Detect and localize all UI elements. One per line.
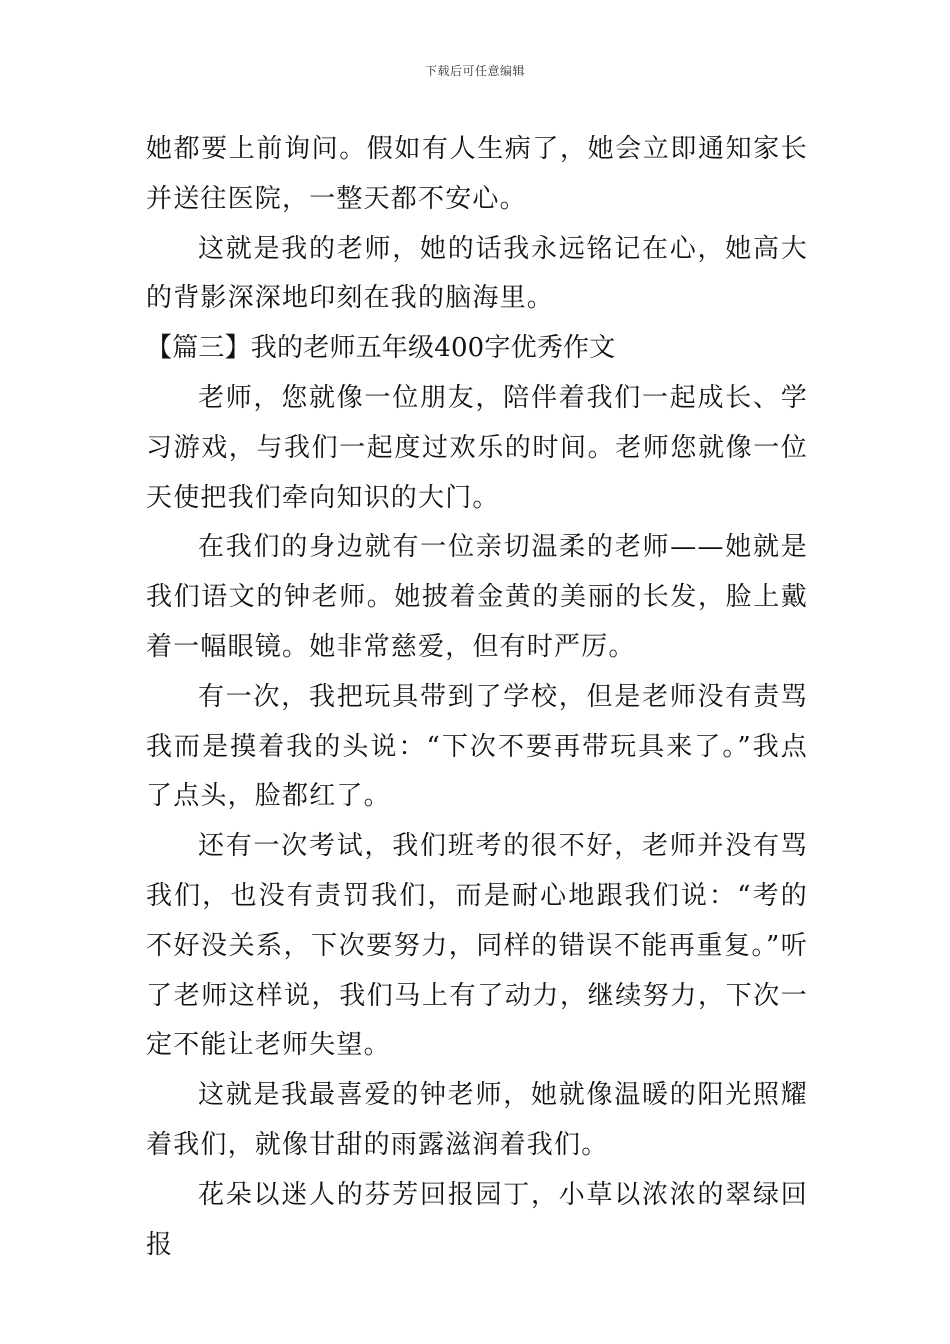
page-header: 下载后可任意编辑 [424,64,525,78]
document-body [146,125,808,1270]
paragraph-continued: 她都要上前询问。假如有人生病了，她会立即通知家长并送往医院，一整天都不安心。 [146,134,808,214]
paragraph: 这就是我最喜爱的钟老师，她就像温暖的阳光照耀着我们，就像甘甜的雨露滋润着我们。 [146,1080,808,1160]
paragraph-truncated: 花朵以迷人的芬芳回报园丁，小草以浓浓的翠绿回报 [146,1179,808,1260]
paragraph: 还有一次考试，我们班考的很不好，老师并没有骂我们，也没有责罚我们，而是耐心地跟我们说：“考的不好没关系，下次要努力，同样的错误不能再重复。”听了老师这样说，我们马上有了动力，继续努力，下次一定不能让老师失望。 [146,831,808,1061]
paragraph: 在我们的身边就有一位亲切温柔的老师——她就是我们语文的钟老师。她披着金黄的美丽的长发，脸上戴着一幅眼镜。她非常慈爱，但有时严厉。 [146,532,808,662]
paragraph: 老师，您就像一位朋友，陪伴着我们一起成长、学习游戏，与我们一起度过欢乐的时间。老师您就像一位天使把我们牵向知识的大门。 [146,382,808,513]
paragraph: 有一次，我把玩具带到了学校，但是老师没有责骂我而是摸着我的头说：“下次不要再带玩具来了。”我点了点头，脸都红了。 [146,681,808,812]
paragraph: 这就是我的老师，她的话我永远铭记在心，她高大的背影深深地印刻在我的脑海里。 [146,233,808,314]
section-heading: 【篇三】我的老师五年级400字优秀作文 [146,333,616,364]
